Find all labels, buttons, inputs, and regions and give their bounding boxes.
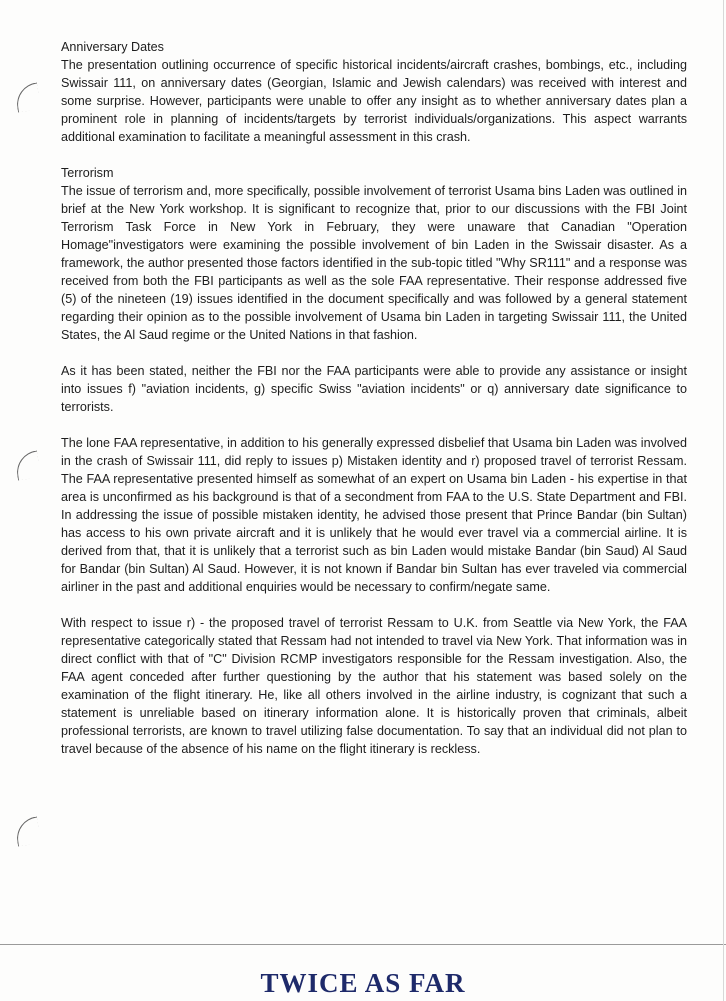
- section-heading: Terrorism: [61, 166, 114, 180]
- scan-right-edge: [723, 0, 724, 1001]
- punch-hole-mark: [14, 83, 41, 113]
- paragraph: The issue of terrorism and, more specifically, possible involvement of terrorist Usama bins Laden was outlined in brief at the New York workshop. It is significant to recognize that, prior to our discussions with the FBI Joint Terrorism Task Force in New York in February, they were unaware that Canadian "Operation Homage"investigators were examining the possible involvement of bin Laden in the Swissair disaster. As a framework, the author presented those factors identified in the sub-topic titled "Why SR111" and a response was received from both the FBI participants as well as the sole FAA representative. Their response addressed five (5) of the nineteen (19) issues identified in the document specifically and was followed by a general statement regarding their opinion as to the possible involvement of Usama bin Laden in targeting Swissair 111, the United States, the Al Saud regime or the United Nations in that fashion.: [61, 184, 687, 342]
- section-anniversary-dates: [61, 38, 687, 146]
- section-terrorism: [61, 164, 687, 344]
- punch-hole-mark: [14, 451, 41, 481]
- paragraph: The presentation outlining occurrence of specific historical incidents/aircraft crashes, bombings, etc., including Swissair 111, on anniversary dates (Georgian, Islamic and Jewish calendars) was received with interest and some surprise. However, participants were unable to offer any insight as to whether anniversary dates plan a prominent role in planning of incidents/targets by terrorist individuals/organizations. This aspect warrants additional examination to facilitate a meaningful assessment in this crash.: [61, 58, 687, 144]
- section-heading: Anniversary Dates: [61, 40, 164, 54]
- scan-edge-line: [0, 944, 726, 945]
- punch-hole-mark: [14, 817, 41, 847]
- document-body: [61, 38, 687, 776]
- paragraph: As it has been stated, neither the FBI nor the FAA participants were able to provide any assistance or insight into issues f) "aviation incidents, g) specific Swiss "aviation incidents" or q) anniversary date significance to terrorists.: [61, 364, 687, 414]
- paragraph: The lone FAA representative, in addition to his generally expressed disbelief that Usama bin Laden was involved in the crash of Swissair 111, did reply to issues p) Mistaken identity and r) proposed travel of terrorist Ressam. The FAA representative presented himself as somewhat of an expert on Usama bin Laden - his expertise in that area is unconfirmed as his background is that of a secondment from FAA to the U.S. State Department and FBI. In addressing the issue of possible mistaken identity, he advised those present that Prince Bandar (bin Sultan) has access to his own private aircraft and it is unlikely that he would ever travel via a commercial airline. It is derived from that, that it is unlikely that a terrorist such as bin Laden would mistake Bandar (bin Saud) Al Saud for Bandar (bin Sultan) Al Saud. However, it is not known if Bandar bin Sultan has ever traveled via commercial airliner in the past and additional enquiries would be necessary to confirm/negate same.: [61, 436, 687, 594]
- watermark-logo: TWICE AS FAR: [260, 968, 466, 998]
- paragraph: With respect to issue r) - the proposed travel of terrorist Ressam to U.K. from Seattle via New York, the FAA representative categorically stated that Ressam had not intended to travel via New York. That information was in direct conflict with that of "C" Division RCMP investigators responsible for the Ressam investigation. Also, the FAA agent conceded after further questioning by the author that his statement was based solely on the examination of the flight itinerary. He, like all others involved in the airline industry, is cognizant that such a statement is unreliable based on itinerary information alone. It is historically proven that criminals, albeit professional terrorists, are known to travel utilizing false documentation. To say that an individual did not plan to travel because of the absence of his name on the flight itinerary is reckless.: [61, 616, 687, 756]
